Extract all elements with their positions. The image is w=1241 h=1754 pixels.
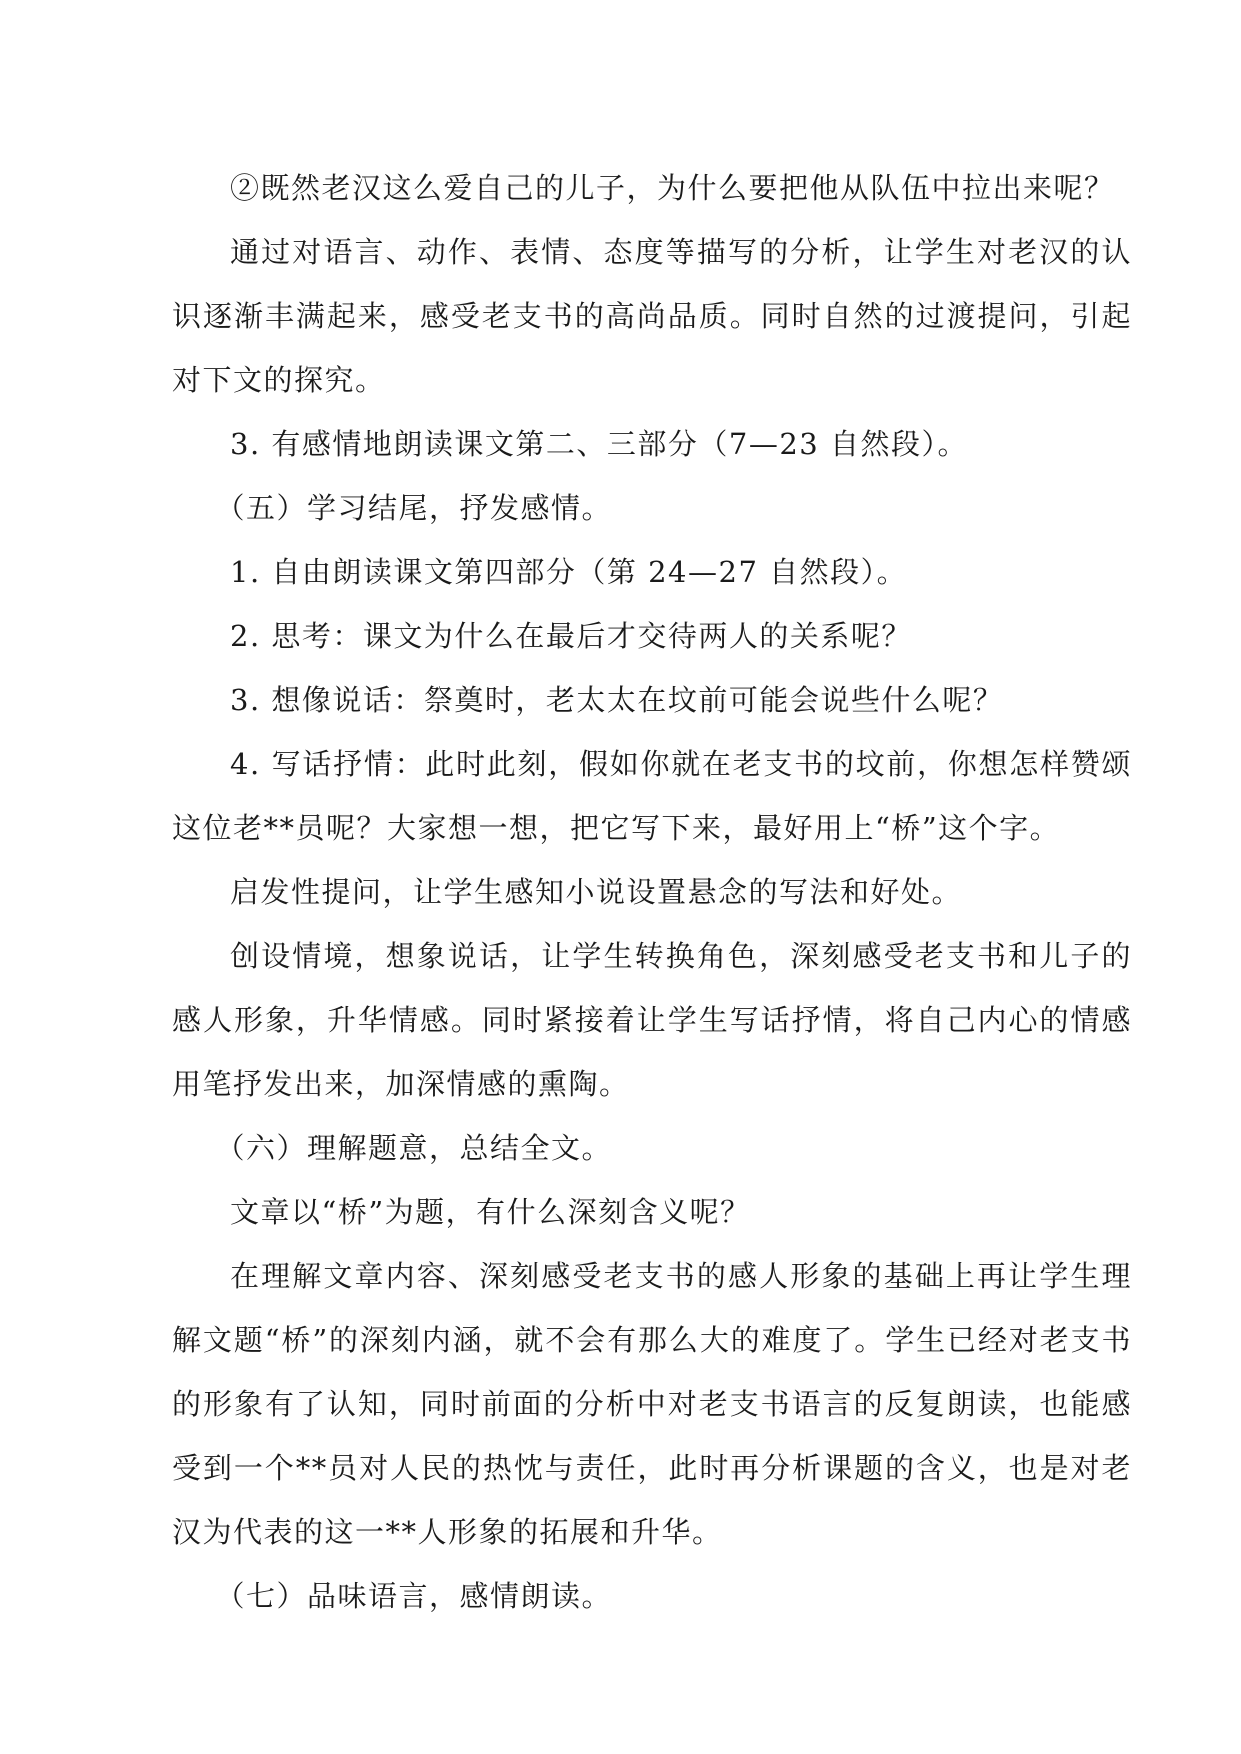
paragraph-analysis-4: 在理解文章内容、深刻感受老支书的感人形象的基础上再让学生理解文题“桥”的深刻内涵，就不会有那么大的难度了。学生已经对老支书的形象有了认知，同时前面的分析中对老支书语言的反复朗读，也能感受到一个**员对人民的热忱与责任，此时再分析课题的含义，也是对老汉为代表的这一**人形象的拓展和升华。	[172, 1259, 1132, 1549]
section-heading-5: （五）学习结尾，抒发感情。	[215, 491, 613, 525]
paragraph-title-question: 文章以“桥”为题，有什么深刻含义呢？	[230, 1195, 751, 1229]
section-heading-7: （七）品味语言，感情朗读。	[215, 1579, 613, 1613]
paragraph-step-3-reading: 3. 有感情地朗读课文第二、三部分（7—23 自然段）。	[230, 427, 968, 461]
paragraph-question-2: ②既然老汉这么爱自己的儿子，为什么要把他从队伍中拉出来呢？	[230, 171, 1115, 205]
paragraph-analysis-1: 通过对语言、动作、表情、态度等描写的分析，让学生对老汉的认识逐渐丰满起来，感受老支书的高尚品质。同时自然的过渡提问，引起对下文的探究。	[172, 235, 1132, 397]
document-body	[172, 156, 1132, 1628]
paragraph-analysis-3: 创设情境，想象说话，让学生转换角色，深刻感受老支书和儿子的感人形象，升华情感。同时紧接着让学生写话抒情，将自己内心的情感用笔抒发出来，加深情感的熏陶。	[172, 939, 1132, 1101]
paragraph-step-2: 2. 思考：课文为什么在最后才交待两人的关系呢？	[230, 619, 912, 653]
paragraph-step-4: 4. 写话抒情：此时此刻，假如你就在老支书的坟前，你想怎样赞颂这位老**员呢？大家想一想，把它写下来，最好用上“桥”这个字。	[172, 747, 1132, 845]
paragraph-step-1: 1. 自由朗读课文第四部分（第 24—27 自然段）。	[230, 555, 908, 589]
section-heading-6: （六）理解题意，总结全文。	[215, 1131, 613, 1165]
paragraph-analysis-2: 启发性提问，让学生感知小说设置悬念的写法和好处。	[230, 875, 963, 909]
paragraph-step-3: 3. 想像说话：祭奠时，老太太在坟前可能会说些什么呢？	[230, 683, 1004, 717]
